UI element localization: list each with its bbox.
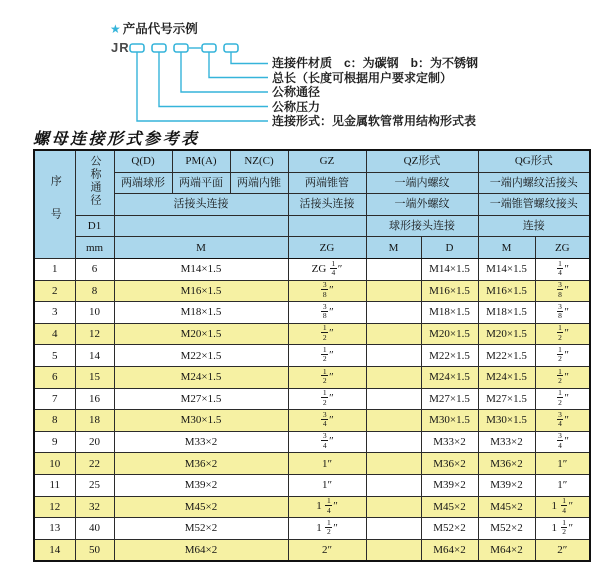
cell-qg-zg: 1″: [535, 453, 590, 475]
header-gz-connection: 活接头连接: [288, 194, 366, 216]
header-qg-zg: ZG: [535, 237, 590, 259]
cell-qz-d: M24×1.5: [421, 366, 478, 388]
cell-m-thread: M45×2: [114, 496, 288, 518]
cell-qz-m: [366, 431, 421, 453]
cell-mm: 50: [75, 539, 114, 561]
table-row: [34, 302, 590, 324]
cell-gz-zg: $\frac{1}{2}$ ″: [288, 366, 366, 388]
cell-mm: 15: [75, 366, 114, 388]
header-mm: mm: [75, 237, 114, 259]
cell-seq: 11: [34, 474, 75, 496]
cell-mm: 25: [75, 474, 114, 496]
cell-qz-m: [366, 496, 421, 518]
cell-qz-m: [366, 474, 421, 496]
connector-line: [137, 52, 268, 121]
cell-gz-zg: 1 $\frac{1}{4}$ ″: [288, 496, 366, 518]
cell-qg-m: M45×2: [478, 496, 535, 518]
cell-qz-d: M27×1.5: [421, 388, 478, 410]
cell-qg-m: M39×2: [478, 474, 535, 496]
cell-qz-m: [366, 539, 421, 561]
cell-qg-zg: 1 $\frac{1}{4}$ ″: [535, 496, 590, 518]
cell-qz-d: M18×1.5: [421, 302, 478, 324]
table-row: [34, 410, 590, 432]
table-row: [34, 453, 590, 475]
diagram-label-diameter: 公称通径: [272, 85, 321, 99]
cell-qz-d: M45×2: [421, 496, 478, 518]
cell-mm: 8: [75, 280, 114, 302]
cell-gz-zg: $\frac{3}{8}$ ″: [288, 280, 366, 302]
diagram-label-material: 连接件材质 c：为碳钢 b：为不锈钢: [272, 56, 479, 70]
header-gz-type: 两端锥管: [288, 172, 366, 194]
header-empty-gz: [288, 215, 366, 237]
cell-m-thread: M20×1.5: [114, 323, 288, 345]
cell-gz-zg: 2″: [288, 539, 366, 561]
cell-qg-zg: 1 $\frac{1}{2}$ ″: [535, 518, 590, 540]
cell-mm: 10: [75, 302, 114, 324]
cell-qz-m: [366, 345, 421, 367]
cell-qz-m: [366, 323, 421, 345]
cell-qz-d: M30×1.5: [421, 410, 478, 432]
table-row: [34, 280, 590, 302]
code-box: [202, 44, 216, 52]
product-code-prefix: JR: [111, 40, 130, 55]
cell-qg-m: M20×1.5: [478, 323, 535, 345]
cell-qz-m: [366, 388, 421, 410]
cell-qz-m: [366, 518, 421, 540]
header-qz-d: D: [421, 237, 478, 259]
header-qg-m: M: [478, 237, 535, 259]
cell-gz-zg: $\frac{3}{4}$ ″: [288, 431, 366, 453]
cell-seq: 12: [34, 496, 75, 518]
cell-m-thread: M27×1.5: [114, 388, 288, 410]
cell-qz-d: M64×2: [421, 539, 478, 561]
cell-m-thread: M22×1.5: [114, 345, 288, 367]
cell-mm: 6: [75, 258, 114, 280]
table-header: [34, 150, 590, 258]
code-box: [130, 44, 144, 52]
connector-line: [181, 52, 268, 92]
cell-mm: 32: [75, 496, 114, 518]
cell-qz-d: M14×1.5: [421, 258, 478, 280]
cell-m-thread: M33×2: [114, 431, 288, 453]
header-pm-type: 两端平面: [172, 172, 230, 194]
header-m: M: [114, 237, 288, 259]
header-qz-type1: 一端内螺纹: [366, 172, 478, 194]
header-qz-type2: 一端外螺纹: [366, 194, 478, 216]
table-row: [34, 366, 590, 388]
table-row: [34, 345, 590, 367]
code-box: [174, 44, 188, 52]
cell-seq: 5: [34, 345, 75, 367]
header-col-qg: QG形式: [478, 150, 590, 172]
cell-seq: 8: [34, 410, 75, 432]
cell-m-thread: M24×1.5: [114, 366, 288, 388]
cell-qg-m: M30×1.5: [478, 410, 535, 432]
header-seq: [34, 150, 75, 258]
cell-seq: 10: [34, 453, 75, 475]
cell-qg-m: M24×1.5: [478, 366, 535, 388]
header-col-pm: PM(A): [172, 150, 230, 172]
cell-qz-m: [366, 453, 421, 475]
cell-mm: 12: [75, 323, 114, 345]
cell-m-thread: M16×1.5: [114, 280, 288, 302]
cell-gz-zg: $\frac{3}{8}$ ″: [288, 302, 366, 324]
cell-qz-m: [366, 280, 421, 302]
header-qg-type1: 一端内螺纹活接头: [478, 172, 590, 194]
cell-qz-d: M39×2: [421, 474, 478, 496]
cell-m-thread: M14×1.5: [114, 258, 288, 280]
cell-qg-zg: $\frac{3}{8}$ ″: [535, 302, 590, 324]
header-d1: D1: [75, 215, 114, 237]
cell-qg-zg: $\frac{1}{2}$ ″: [535, 345, 590, 367]
cell-qg-m: M64×2: [478, 539, 535, 561]
connector-line: [209, 52, 268, 78]
cell-gz-zg: 1 $\frac{1}{2}$ ″: [288, 518, 366, 540]
cell-gz-zg: $\frac{1}{2}$ ″: [288, 345, 366, 367]
cell-qz-d: M33×2: [421, 431, 478, 453]
table-row: [34, 431, 590, 453]
cell-qg-zg: $\frac{3}{4}$ ″: [535, 431, 590, 453]
cell-qg-m: M16×1.5: [478, 280, 535, 302]
cell-mm: 20: [75, 431, 114, 453]
header-qg-connection: 连接: [478, 215, 590, 237]
cell-mm: 40: [75, 518, 114, 540]
table-row: [34, 258, 590, 280]
cell-qz-m: [366, 258, 421, 280]
cell-qg-zg: 1″: [535, 474, 590, 496]
cell-qg-zg: $\frac{1}{2}$ ″: [535, 323, 590, 345]
cell-seq: 9: [34, 431, 75, 453]
cell-m-thread: M36×2: [114, 453, 288, 475]
cell-qg-zg: $\frac{1}{2}$ ″: [535, 388, 590, 410]
table-row: [34, 518, 590, 540]
header-nz-type: 两端内锥: [230, 172, 288, 194]
header-qz-m: M: [366, 237, 421, 259]
cell-qg-m: M33×2: [478, 431, 535, 453]
cell-qg-zg: $\frac{1}{4}$ ″: [535, 258, 590, 280]
cell-qg-zg: $\frac{1}{2}$ ″: [535, 366, 590, 388]
code-box: [152, 44, 166, 52]
cell-gz-zg: $\frac{3}{4}$ ″: [288, 410, 366, 432]
header-col-qz: QZ形式: [366, 150, 478, 172]
header-col-qd: Q(D): [114, 150, 172, 172]
header-col-gz: GZ: [288, 150, 366, 172]
table-row: [34, 539, 590, 561]
star-icon: ★: [110, 22, 121, 36]
header-nd-text: 公称通径: [89, 155, 101, 208]
cell-mm: 16: [75, 388, 114, 410]
cell-m-thread: M64×2: [114, 539, 288, 561]
cell-qz-d: M20×1.5: [421, 323, 478, 345]
cell-seq: 1: [34, 258, 75, 280]
diagram-heading-text: 产品代号示例: [122, 22, 198, 36]
cell-seq: 2: [34, 280, 75, 302]
cell-qg-m: M22×1.5: [478, 345, 535, 367]
cell-gz-zg: $\frac{1}{2}$ ″: [288, 388, 366, 410]
table-body: [34, 258, 590, 561]
cell-seq: 6: [34, 366, 75, 388]
nut-connection-reference-table: [33, 149, 591, 562]
header-seq-text: 序号: [49, 174, 62, 241]
table-row: [34, 323, 590, 345]
cell-seq: 4: [34, 323, 75, 345]
connector-line: [231, 52, 268, 64]
cell-qg-m: M14×1.5: [478, 258, 535, 280]
cell-qz-m: [366, 302, 421, 324]
header-qd-type: 两端球形: [114, 172, 172, 194]
diagram-label-connection: 连接形式：见金属软管常用结构形式表: [272, 114, 477, 128]
header-col-nz: NZ(C): [230, 150, 288, 172]
cell-mm: 14: [75, 345, 114, 367]
cell-seq: 13: [34, 518, 75, 540]
cell-qz-m: [366, 410, 421, 432]
cell-qg-zg: $\frac{3}{8}$ ″: [535, 280, 590, 302]
table-row: [34, 388, 590, 410]
connector-line: [159, 52, 268, 107]
cell-qz-d: M22×1.5: [421, 345, 478, 367]
diagram-label-length: 总长（长度可根据用户要求定制）: [272, 70, 453, 85]
cell-m-thread: M18×1.5: [114, 302, 288, 324]
cell-m-thread: M39×2: [114, 474, 288, 496]
cell-qg-m: M36×2: [478, 453, 535, 475]
header-qz-connection: 球形接头连接: [366, 215, 478, 237]
cell-qg-zg: $\frac{3}{4}$ ″: [535, 410, 590, 432]
cell-seq: 3: [34, 302, 75, 324]
cell-gz-zg: ZG $\frac{1}{4}$ ″: [288, 258, 366, 280]
cell-seq: 7: [34, 388, 75, 410]
header-union-connection: 活接头连接: [114, 194, 288, 216]
cell-qg-m: M18×1.5: [478, 302, 535, 324]
cell-qz-m: [366, 366, 421, 388]
cell-qz-d: M16×1.5: [421, 280, 478, 302]
cell-gz-zg: 1″: [288, 453, 366, 475]
table-row: [34, 474, 590, 496]
header-qg-type2: 一端锥管螺纹接头: [478, 194, 590, 216]
table-row: [34, 496, 590, 518]
header-nominal-diameter: [75, 150, 114, 215]
cell-qz-d: M52×2: [421, 518, 478, 540]
cell-qg-m: M52×2: [478, 518, 535, 540]
cell-gz-zg: 1″: [288, 474, 366, 496]
header-empty-m-group: [114, 215, 288, 237]
cell-qg-zg: 2″: [535, 539, 590, 561]
cell-gz-zg: $\frac{1}{2}$ ″: [288, 323, 366, 345]
cell-m-thread: M52×2: [114, 518, 288, 540]
product-code-diagram: [0, 0, 600, 130]
header-zg: ZG: [288, 237, 366, 259]
cell-seq: 14: [34, 539, 75, 561]
cell-mm: 18: [75, 410, 114, 432]
table-title: 螺母连接形式参考表: [33, 129, 200, 148]
cell-m-thread: M30×1.5: [114, 410, 288, 432]
cell-mm: 22: [75, 453, 114, 475]
diagram-label-pressure: 公称压力: [272, 99, 321, 114]
code-box: [224, 44, 238, 52]
cell-qg-m: M27×1.5: [478, 388, 535, 410]
cell-qz-d: M36×2: [421, 453, 478, 475]
